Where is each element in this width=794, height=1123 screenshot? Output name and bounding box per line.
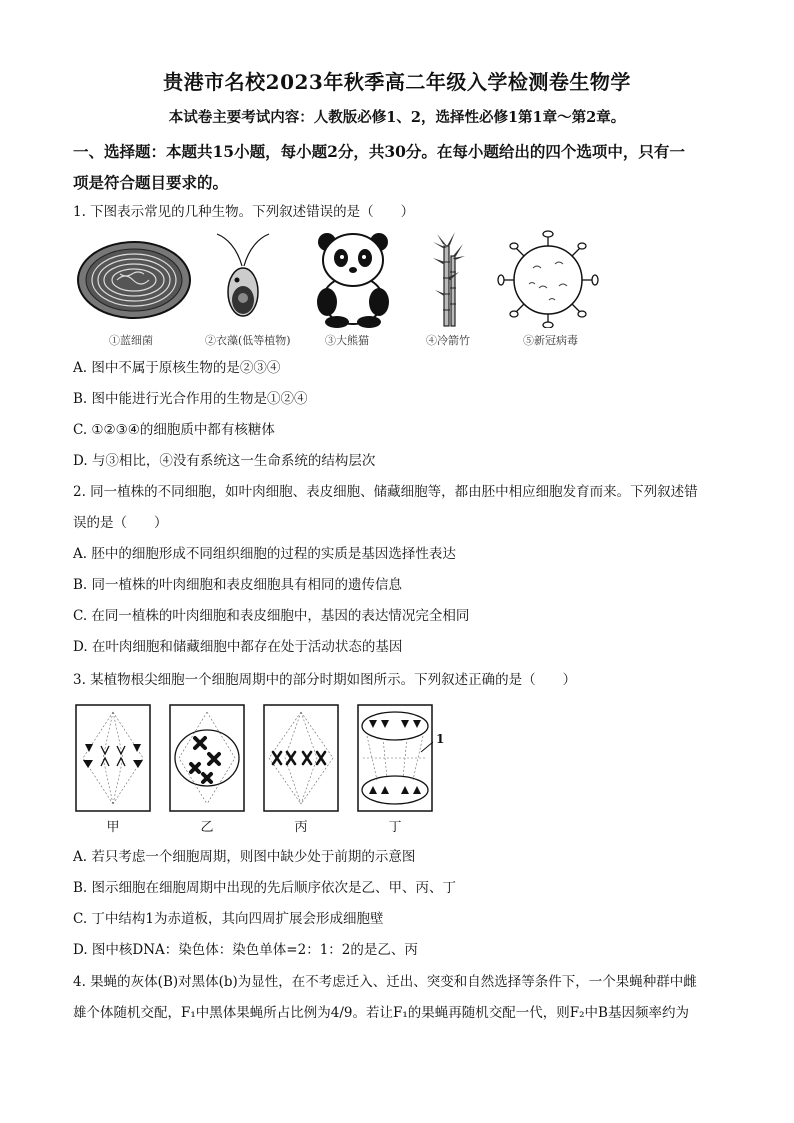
q1-option-d: D. 与③相比，④没有系统这一生命系统的结构层次 xyxy=(73,453,376,469)
coronavirus-icon xyxy=(493,228,603,328)
q2-option-b: B. 同一植株的叶肉细胞和表皮细胞具有相同的遗传信息 xyxy=(73,577,403,593)
q1-figure xyxy=(73,228,613,350)
q3-option-a: A. 若只考虑一个细胞周期，则图中缺少处于前期的示意图 xyxy=(73,849,416,865)
q1-stem: 1. 下图表示常见的几种生物。下列叙述错误的是（ ） xyxy=(73,204,415,220)
cell-panel-jia xyxy=(75,704,151,835)
q3-option-d: D. 图中核DNA：染色体：染色单体=2：1：2的是乙、丙 xyxy=(73,942,418,958)
q1-option-c: C. ①②③④的细胞质中都有核糖体 xyxy=(73,422,275,438)
structure-1-marker: 1 xyxy=(436,732,445,746)
q2-stem-line1: 2. 同一植株的不同细胞，如叶肉细胞、表皮细胞、储藏细胞等，都由胚中相应细胞发育而来。下列叙述错 xyxy=(73,484,698,500)
exam-scope: 本试卷主要考试内容：人教版必修1、2，选择性必修1第1章～第2章。 xyxy=(168,109,626,126)
q4-stem-line2: 雄个体随机交配，F₁中黑体果蝇所占比例为4/9。若让F₁的果蝇再随机交配一代，则F₂中B基因频率约为 xyxy=(73,1005,689,1021)
figure-caption: ⑤新冠病毒 xyxy=(523,334,578,347)
panda-icon xyxy=(311,228,395,328)
telophase-cell-icon xyxy=(357,704,433,812)
prophase-cell-icon xyxy=(169,704,245,812)
q1-option-b: B. 图中能进行光合作用的生物是①②④ xyxy=(73,391,308,407)
section-heading-line2: 项是符合题目要求的。 xyxy=(73,173,229,192)
q4-stem-line1: 4. 果蝇的灰体(B)对黑体(b)为显性，在不考虑迁入、迁出、突变和自然选择等条件下，一个果蝇种群中雌 xyxy=(73,974,697,990)
panel-label: 乙 xyxy=(200,820,214,835)
q2-stem-line2: 误的是（ ） xyxy=(73,515,168,531)
q2-option-c: C. 在同一植株的叶肉细胞和表皮细胞中，基因的表达情况完全相同 xyxy=(73,608,470,624)
q2-option-a: A. 胚中的细胞形成不同组织细胞的过程的实质是基因选择性表达 xyxy=(73,546,456,562)
q1-option-a: A. 图中不属于原核生物的是②③④ xyxy=(73,360,281,376)
bamboo-icon xyxy=(429,228,469,328)
figure-caption: ④冷箭竹 xyxy=(426,334,470,347)
cyanobacteria-icon xyxy=(75,228,193,328)
page-title: 贵港市名校2023年秋季高二年级入学检测卷生物学 xyxy=(163,70,631,94)
chlamydomonas-icon xyxy=(213,228,273,328)
metaphase-cell-icon xyxy=(263,704,339,812)
figure-caption: ②衣藻(低等植物) xyxy=(205,334,291,347)
q3-option-b: B. 图示细胞在细胞周期中出现的先后顺序依次是乙、甲、丙、丁 xyxy=(73,880,457,896)
panel-label: 甲 xyxy=(106,820,120,835)
cell-panel-bing xyxy=(263,704,339,835)
figure-caption: ③大熊猫 xyxy=(325,334,369,347)
cell-panel-yi xyxy=(169,704,245,835)
anaphase-cell-icon xyxy=(75,704,151,812)
figure-caption: ①蓝细菌 xyxy=(109,334,153,347)
q3-stem: 3. 某植物根尖细胞一个细胞周期中的部分时期如图所示。下列叙述正确的是（ ） xyxy=(73,672,577,688)
section-heading-line1: 一、选择题：本题共15小题，每小题2分，共30分。在每小题给出的四个选项中，只有一 xyxy=(73,142,685,161)
section-heading xyxy=(73,136,723,198)
q2-option-d: D. 在叶肉细胞和储藏细胞中都存在处于活动状态的基因 xyxy=(73,639,403,655)
q3-figure xyxy=(73,704,453,834)
cell-panel-ding xyxy=(357,704,433,835)
panel-label: 丙 xyxy=(294,820,308,835)
q3-option-c: C. 丁中结构1为赤道板，其向四周扩展会形成细胞壁 xyxy=(73,911,384,927)
panel-label: 丁 xyxy=(388,820,402,835)
